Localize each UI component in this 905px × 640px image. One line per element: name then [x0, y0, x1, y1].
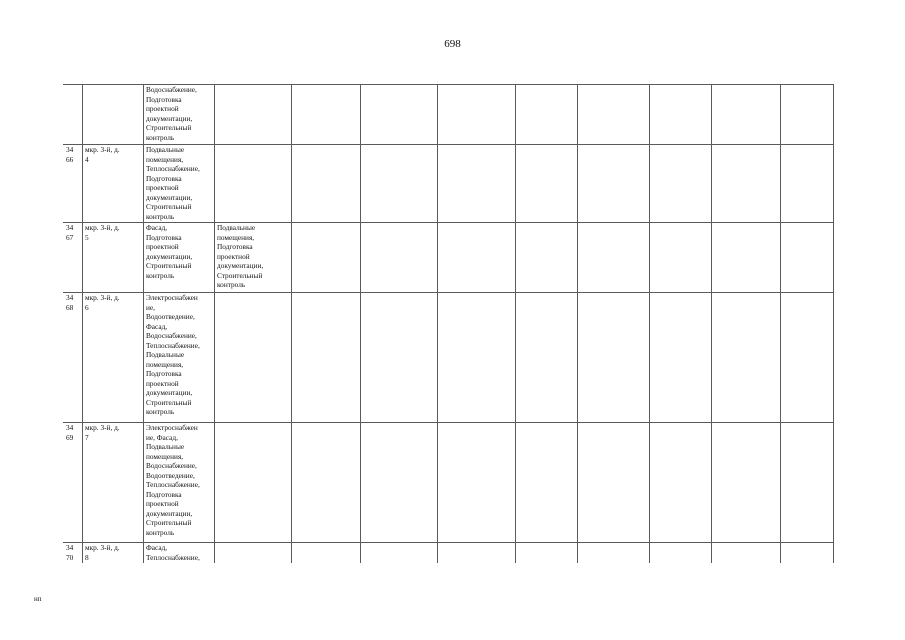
row-works: Электроснабжен ие, Водоотведение, Фасад, Водоснабжение, Теплоснабжение, Подвальные помещения, Подготовка проектной документации, Строительный контроль: [144, 293, 215, 423]
empty-cell: [650, 85, 712, 145]
empty-cell: [650, 423, 712, 543]
empty-cell: [781, 423, 834, 543]
empty-cell: [292, 145, 361, 223]
row-number: 34 68: [64, 293, 83, 423]
empty-cell: [361, 223, 438, 293]
empty-cell: [516, 85, 578, 145]
row-extra-works: [215, 145, 292, 223]
empty-cell: [516, 423, 578, 543]
empty-cell: [650, 293, 712, 423]
row-extra-works: [215, 543, 292, 564]
empty-cell: [292, 85, 361, 145]
empty-cell: [712, 423, 781, 543]
empty-cell: [781, 85, 834, 145]
row-extra-works: [215, 85, 292, 145]
row-extra-works: [215, 423, 292, 543]
row-address: мкр. 3-й, д. 7: [83, 423, 144, 543]
footer-mark: нп: [34, 595, 42, 603]
empty-cell: [712, 543, 781, 564]
table-row: [64, 223, 834, 293]
empty-cell: [292, 543, 361, 564]
row-address: мкр. 3-й, д. 4: [83, 145, 144, 223]
empty-cell: [292, 293, 361, 423]
row-address: мкр. 3-й, д. 6: [83, 293, 144, 423]
row-extra-works: Подвальные помещения, Подготовка проектной документации, Строительный контроль: [215, 223, 292, 293]
row-works: Водоснабжение, Подготовка проектной документации, Строительный контроль: [144, 85, 215, 145]
empty-cell: [781, 223, 834, 293]
table-row: [64, 145, 834, 223]
row-number: [64, 85, 83, 145]
empty-cell: [650, 145, 712, 223]
empty-cell: [361, 423, 438, 543]
empty-cell: [361, 145, 438, 223]
empty-cell: [650, 543, 712, 564]
empty-cell: [438, 223, 516, 293]
empty-cell: [438, 423, 516, 543]
empty-cell: [578, 85, 650, 145]
row-address: мкр. 3-й, д. 8: [83, 543, 144, 564]
empty-cell: [578, 423, 650, 543]
row-number: 34 67: [64, 223, 83, 293]
empty-cell: [650, 223, 712, 293]
empty-cell: [712, 293, 781, 423]
row-works: Фасад, Теплоснабжение,: [144, 543, 215, 564]
table-row: [64, 423, 834, 543]
empty-cell: [361, 85, 438, 145]
row-works: Фасад, Подготовка проектной документации, Строительный контроль: [144, 223, 215, 293]
empty-cell: [516, 223, 578, 293]
works-table: [63, 84, 834, 564]
empty-cell: [438, 543, 516, 564]
table-row: [64, 85, 834, 145]
empty-cell: [292, 223, 361, 293]
row-works: Электроснабжен ие, Фасад, Подвальные помещения, Водоснабжение, Водоотведение, Теплоснабжение, Подготовка проектной документации, Строительный контроль: [144, 423, 215, 543]
empty-cell: [578, 543, 650, 564]
empty-cell: [516, 293, 578, 423]
row-address: мкр. 3-й, д. 5: [83, 223, 144, 293]
empty-cell: [712, 85, 781, 145]
empty-cell: [781, 145, 834, 223]
empty-cell: [438, 85, 516, 145]
row-number: 34 69: [64, 423, 83, 543]
empty-cell: [516, 145, 578, 223]
row-number: 34 66: [64, 145, 83, 223]
row-extra-works: [215, 293, 292, 423]
empty-cell: [361, 293, 438, 423]
empty-cell: [578, 145, 650, 223]
table-row: [64, 543, 834, 564]
empty-cell: [712, 223, 781, 293]
row-works: Подвальные помещения, Теплоснабжение, Подготовка проектной документации, Строительный контроль: [144, 145, 215, 223]
empty-cell: [578, 293, 650, 423]
empty-cell: [781, 293, 834, 423]
page-number: 698: [444, 38, 461, 50]
empty-cell: [516, 543, 578, 564]
empty-cell: [292, 423, 361, 543]
table-row: [64, 293, 834, 423]
empty-cell: [712, 145, 781, 223]
empty-cell: [578, 223, 650, 293]
row-number: 34 70: [64, 543, 83, 564]
empty-cell: [781, 543, 834, 564]
row-address: [83, 85, 144, 145]
empty-cell: [361, 543, 438, 564]
empty-cell: [438, 145, 516, 223]
empty-cell: [438, 293, 516, 423]
